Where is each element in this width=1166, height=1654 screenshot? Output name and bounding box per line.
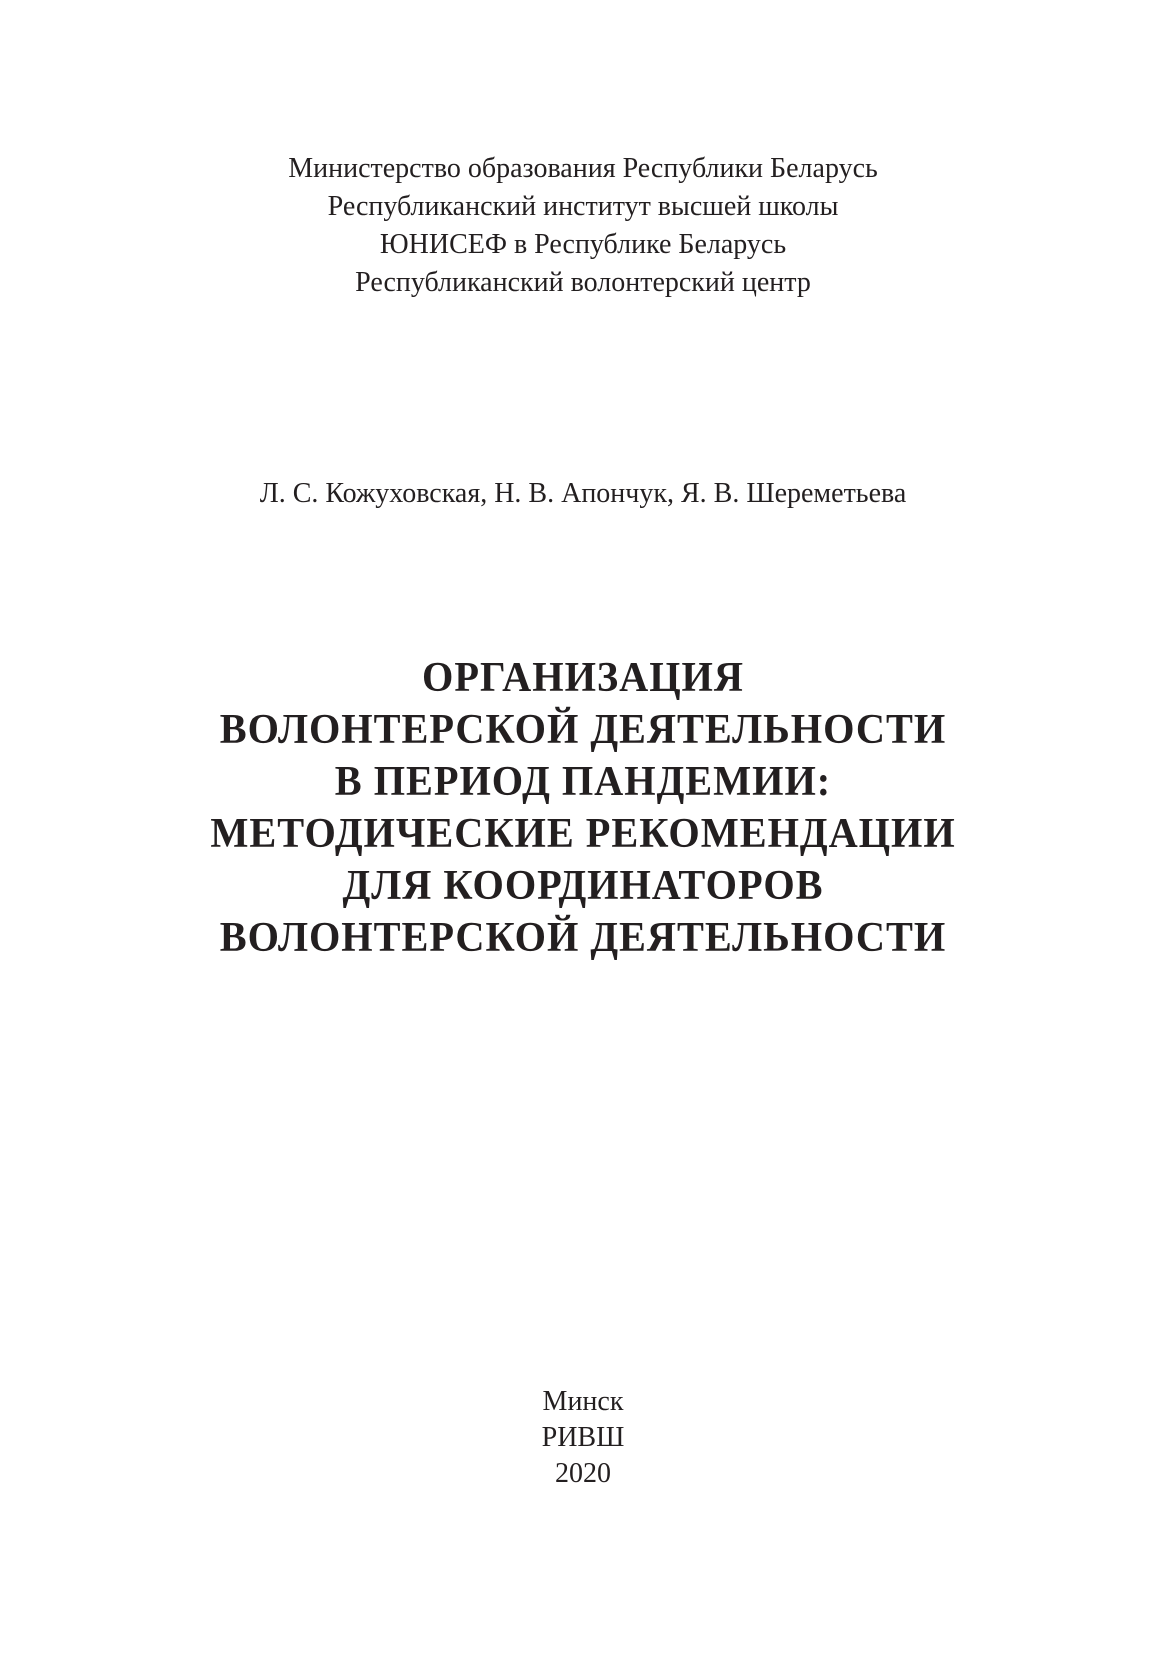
imprint [0, 1384, 1166, 1492]
organization-line: Республиканский институт высшей школы [327, 191, 839, 222]
book-title [23, 652, 1142, 964]
authors: Л. С. Кожуховская, Н. В. Апончук, Я. В. Шереметьева [259, 478, 907, 509]
organization-line: Республиканский волонтерский центр [355, 267, 811, 298]
title-line: ДЛЯ КООРДИНАТОРОВ [342, 863, 824, 909]
imprint-city: Минск [542, 1386, 624, 1417]
organization-line: Министерство образования Республики Беларусь [288, 153, 878, 184]
title-line: В ПЕРИОД ПАНДЕМИИ: [334, 759, 832, 805]
organization-line: ЮНИСЕФ в Республике Беларусь [379, 229, 787, 260]
imprint-year: 2020 [555, 1458, 611, 1489]
title-line: ВОЛОНТЕРСКОЙ ДЕЯТЕЛЬНОСТИ [219, 915, 947, 961]
title-line: ВОЛОНТЕРСКОЙ ДЕЯТЕЛЬНОСТИ [219, 707, 947, 753]
imprint-publisher: РИВШ [541, 1422, 625, 1453]
organizations [0, 150, 1166, 302]
title-line: ОРГАНИЗАЦИЯ [422, 655, 744, 701]
title-line: МЕТОДИЧЕСКИЕ РЕКОМЕНДАЦИИ [210, 811, 956, 857]
